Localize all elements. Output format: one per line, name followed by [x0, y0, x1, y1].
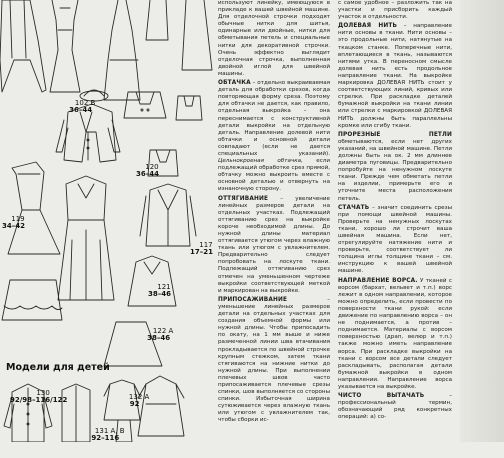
fig-model: 120: [145, 162, 159, 171]
fig-label-121: [148, 276, 171, 314]
paragraph-dolevaya: ДОЛЕВАЯ НИТЬ – направление нити основы в ткани. Нити основы – это продольные нити, натянутые на ткацком станке. Поперечные нити, вплетающиеся в ткань, называются нитями утка. В переносном смысле долевая нить есть продольное направление ткани. На выкройке маркировка ДОЛЕВАЯ НИТЬ стоит у соответствующих линий, кривых или стрелки. При раскладке деталей бумажной выкройки на ткани линии или стрелки с маркировкой ДОЛЕВАЯ НИТЬ должны быть параллельны кромке или сгибу ткани.: [338, 23, 452, 129]
fig-label-130: [10, 382, 67, 420]
sketch-gown-top-center: [104, 0, 140, 100]
fig-sizes: 36–44: [136, 170, 159, 178]
fig-model: 122 А: [152, 326, 174, 335]
fig-model: 131 А, В: [94, 426, 125, 435]
fig-model: 117: [199, 240, 213, 249]
fig-model: 121: [157, 282, 171, 291]
fig-label-117: [190, 234, 213, 272]
fig-sizes: 92–116: [91, 434, 120, 442]
fig-sizes: 34–42: [2, 222, 25, 230]
section-heading-children: Модели для детей: [6, 362, 110, 373]
sketch-bodice-small-1: [176, 96, 202, 120]
fig-label-131a: [86, 420, 125, 458]
fig-sizes: 38–46: [148, 290, 171, 298]
paragraph-prorez: ПРОРЕЗНЫЕ ПЕТЛИ обметываются, если нет других указаний, на швейной машине. Петли должны быть на ок. 2 мм длиннее диаметра пуговицы. Предварительно попробуйте на ненужном лоскуте ткани. Прежде чем обметать петли на изделии, примерьте его и уточните места расположения петель.: [338, 131, 452, 202]
fig-sizes: 92: [129, 400, 140, 408]
sketch-skirt-top-right: [146, 0, 212, 70]
fig-label-120: [136, 156, 159, 194]
paragraph-obtachka: ОБТАЧКА – отдельно выкраиваемая деталь для обработки срезов, когда повторяющая форму среза. Поэтому для обтачки не дается, как правило, отдельная выкройка – она переснимается с конструктивной детали выкройки на отдельную деталь. Направление долевой нити обтачки и основной детали совпадают (если не дается специальных указаний). Цельнокроеная обтачка, если подлежащий обработке срез прямой, обтачку можно выкроить вместе с основной деталью и отвернуть на изнаночную сторону.: [218, 80, 330, 193]
fig-model: 119: [11, 214, 25, 223]
sketch-ruffle-skirt: [2, 280, 62, 320]
fig-label-132a: [120, 386, 149, 424]
paragraph-napravlenie: НАПРАВЛЕНИЕ ВОРСА. У тканей с ворсом (бархат, вельвет и т.п.) ворс лежит в одном направлении, которое можно определить, если провести по поверхности ткани рукой: если движение по направлению ворса – он не поднимается, а против – поднимается. Материалы с ворсом поверхностью (драп, велюр и т.п.) также можно иметь направление ворса. При раскладке выкройки на ткани с ворсом все детали следует раскладывать, располагая детали бумажной выкройки в одном направлении. Направление ворса указывается на выкройке.: [338, 277, 452, 390]
text-column-1: [218, 0, 330, 442]
fig-label-119: [2, 208, 25, 246]
fig-sizes: 36–44: [69, 106, 93, 114]
sketch-long-dress-top-left: [0, 0, 46, 92]
paragraph-ottyagivanie: ОТТЯГИВАНИЕ – увеличение линейных размеров детали на отдельных участках. Подлежащий оттягиванию срез на выкройке короче необходимой длины. До нужной длины материал оттягивается утюгом через влажную ткань или утюгом с увлажнителем. Предварительно следует попробовать на лоскуте ткани. Подлежащий оттягиванию срез отмечен на уменьшенном чертеже выкройки соответствующей меткой и маркирован на выкройке.: [218, 195, 330, 294]
paragraph: с самое удобное – разложить так на участки и присборить каждый участок в отдельности.: [338, 0, 452, 21]
fig-model: 130: [36, 388, 50, 397]
paragraph-chisto: ЧИСТО ВЫТАЧАТЬ – профессиональный термин, обозначающий ряд конкретных операций: а) со-: [338, 393, 452, 421]
paragraph-posazhivanie: ПРИПОСАЖИВАНИЕ – уменьшение линейных размеров детали на отдельных участках для создания объемной формы или нужной длины. Чтобы припосадить по окату, на 1 мм выше и ниже размеченной линии шва втачивания прокладывается по швейной строчке крупным стежком, затем ткани стягиваются на нижние нитки до нужной длины. При выполнении плечевых швов часто припосаживается плечевые срезы спинки, шов выполняется со стороны спинки. Избыточная ширина сутюживается через влажную ткань или утюгом с увлажнителем так, чтобы сборки ис-: [218, 296, 330, 424]
paragraph: используют линейку, имеющуюся в прикладе к вашей швейной машине. Для отделочной строчки подходят обычные нитки для шитья, одинарные или двойные, нитки для обметывания петель и специальные нитки для декоративной строчки. Очень эффектно выглядит отделочная строчка, выполненная двойной иглой для швейной машины.: [218, 0, 330, 77]
text-column-2: [338, 0, 452, 442]
paragraph-stachat: СТАЧАТЬ – значит соединить срезы при помощи швейной машины. Проверьте на ненужных лоскутах ткани, хорошо ли строчит ваша швейная машина. Если нет, отрегулируйте натяжение нити и проверьте, соответствует ли толщина иглы толщине ткани – см. инструкцию к вашей швейной машине.: [338, 204, 452, 275]
fig-label-102b: [66, 92, 95, 130]
fig-sizes: 17–21: [190, 248, 213, 256]
fig-sizes: 38–46: [147, 334, 171, 342]
fig-label-122a: [144, 320, 173, 358]
fig-sizes: 92/98–116/122: [10, 396, 68, 404]
sketch-dress-102b: [50, 0, 80, 92]
sketch-gown-center: [58, 176, 114, 300]
sketch-bodice-120: [124, 92, 166, 118]
fig-model: 102 В: [74, 98, 96, 107]
page-margin: [460, 0, 504, 442]
fig-model: 132 А: [128, 392, 150, 401]
